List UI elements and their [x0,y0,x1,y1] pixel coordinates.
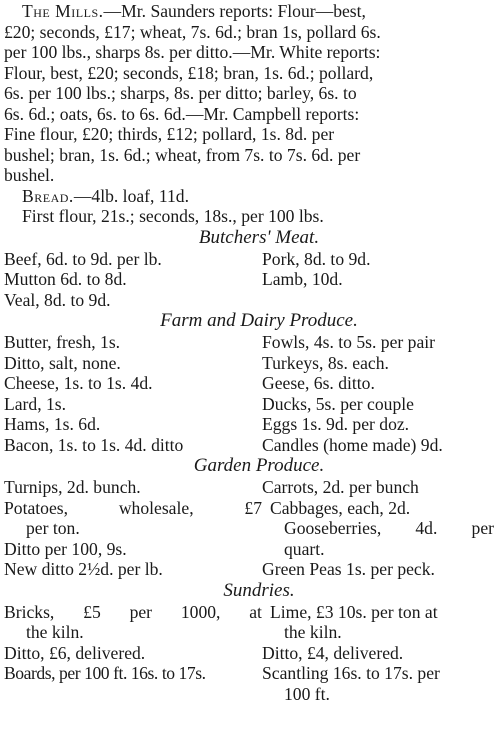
table-row [4,518,496,539]
garden-section [4,455,496,580]
price-list-column [4,1,496,704]
list-item: Eggs 1s. 9d. per doz. [262,414,410,434]
mills-line-1: The Mills.—Mr. Saunders reports: Flour—best, [22,1,366,21]
mills-line-6: 6s. 6d.; oats, 6s. to 6s. 6d.—Mr. Campbell reports: [4,103,360,124]
table-row [4,622,496,643]
table-row [4,332,496,353]
list-item: Butter, fresh, 1s. [4,332,121,352]
table-row [4,290,496,311]
table-row [4,663,496,684]
list-item: Potatoes, wholesale, £7 [4,497,262,518]
mills-line-7: Fine flour, £20; thirds, £12; pollard, 1s. 8d. per [4,124,335,144]
table-row [4,435,496,456]
list-item: Bacon, 1s. to 1s. 4d. ditto [4,434,184,455]
list-item: quart. [284,538,325,559]
table-row [4,559,496,580]
farm-heading: Farm and Dairy Produce. [160,310,358,331]
mills-line-9: bushel. [4,165,55,185]
list-item [262,290,496,311]
table-row [4,353,496,374]
list-item: Candles (home made) 9d. [262,434,443,455]
list-item: Bricks, £5 per 1000, at [4,601,262,622]
mills-line-2: £20; seconds, £17; wheat, 7s. 6d.; bran 1s, pollard 6s. [4,21,381,42]
list-item: Gooseberries, 4d. per [284,518,494,538]
list-item: Hams, 1s. 6d. [4,414,101,434]
table-row [4,539,496,560]
list-item: the kiln. [26,622,84,642]
bread-line-1: Bread.—4lb. loaf, 11d. [22,185,189,206]
list-item: Carrots, 2d. per bunch [262,477,419,497]
bread-section [4,186,496,227]
list-item: Pork, 8d. to 9d. [262,248,371,269]
garden-heading: Garden Produce. [193,455,325,476]
table-row [4,684,496,705]
table-row [4,394,496,415]
list-item: Scantling 16s. to 17s. per [262,663,440,683]
list-item: Ditto, salt, none. [4,352,121,373]
mills-line-8: bushel; bran, 1s. 6d.; wheat, from 7s. to 7s. 6d. per [4,144,361,165]
list-item: Fowls, 4s. to 5s. per pair [262,332,435,352]
list-item: Ditto per 100, 9s. [4,538,127,559]
mills-line-4: Flour, best, £20; seconds, £18; bran, 1s. 6d.; pollard, [4,62,374,83]
butchers-section [4,227,496,311]
list-item: the kiln. [284,622,342,642]
mills-line-3: per 100 lbs., sharps 8s. per ditto.—Mr. White reports: [4,42,381,62]
table-row [4,498,496,519]
table-row [4,643,496,664]
mills-section [4,1,496,186]
list-item: Mutton 6d. to 8d. [4,269,127,289]
list-item: Beef, 6d. to 9d. per lb. [4,248,162,269]
farm-section [4,310,496,455]
list-item: Turkeys, 8s. each. [262,352,389,373]
list-item: Turnips, 2d. bunch. [4,477,141,497]
mills-lead: The Mills. [22,1,104,21]
table-row [4,373,496,394]
list-item: Ducks, 5s. per couple [262,393,414,414]
list-item: Cabbages, each, 2d. [270,497,411,518]
table-row [4,269,496,290]
list-item: Boards, per 100 ft. 16s. to 17s. [4,663,206,683]
list-item: Geese, 6s. ditto. [262,373,375,393]
bread-line-2: First flour, 21s.; seconds, 18s., per 100 lbs. [22,206,324,226]
mills-line-5: 6s. per 100 lbs.; sharps, 8s. per ditto; barley, 6s. to [4,83,357,103]
list-item: New ditto 2½d. per lb. [4,559,163,579]
table-row [4,414,496,435]
list-item: Lamb, 10d. [262,269,343,289]
table-row [4,249,496,270]
list-item: Lime, £3 10s. per ton at [270,601,438,622]
sundries-heading: Sundries. [223,579,295,601]
list-item: Cheese, 1s. to 1s. 4d. [4,373,153,393]
list-item: Ditto, £6, delivered. [4,642,146,663]
list-item: Green Peas 1s. per peck. [262,559,435,579]
list-item [4,684,262,705]
table-row [4,602,496,623]
butchers-heading: Butchers' Meat. [198,226,320,248]
list-item: per ton. [26,518,80,538]
list-item: 100 ft. [284,683,330,704]
table-row [4,477,496,498]
list-item: Lard, 1s. [4,393,67,414]
list-item: Ditto, £4, delivered. [262,642,404,663]
sundries-section [4,580,496,705]
list-item: Veal, 8d. to 9d. [4,289,111,310]
bread-lead: Bread. [22,185,74,206]
